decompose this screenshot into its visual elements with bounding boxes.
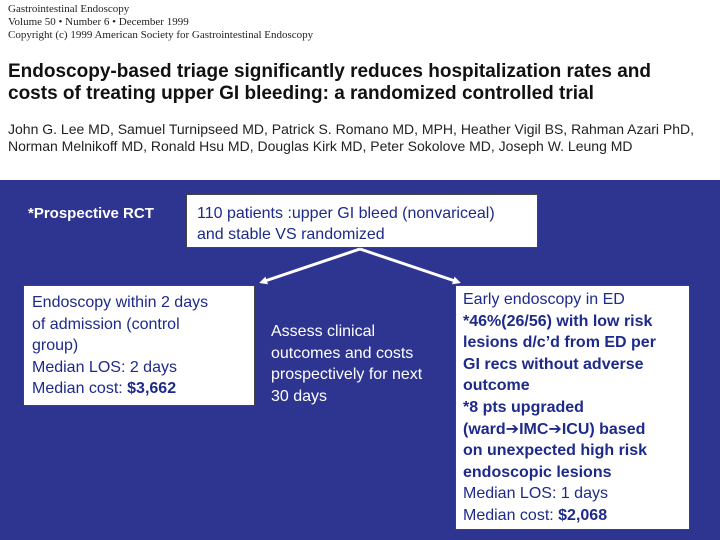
early-line-7-imc: IMC <box>519 420 549 438</box>
early-line-3: lesions d/c’d from ED per <box>463 334 656 352</box>
early-line-1: Early endoscopy in ED <box>463 291 625 308</box>
arrow-to-control-arm <box>262 249 360 282</box>
early-cost-value: $2,068 <box>558 506 608 524</box>
middle-line-4: 30 days <box>271 387 328 405</box>
patients-line-2: and stable VS randomized <box>197 226 385 243</box>
early-endoscopy-box <box>455 285 690 530</box>
article-title-line-2: costs of treating upper GI bleeding: a randomized controlled trial <box>8 83 594 104</box>
control-arm-box <box>23 285 255 406</box>
control-line-2: of admission (control <box>32 315 180 333</box>
control-cost <box>32 378 254 400</box>
study-design-label: *Prospective RCT <box>28 205 154 222</box>
early-cost-label: Median cost: <box>463 506 559 524</box>
article-authors: John G. Lee MD, Samuel Turnipseed MD, Patrick S. Romano MD, MPH, Heather Vigil BS, Rahman Azari PhD, Norman Melnikoff MD, Ronald Hsu MD, Douglas Kirk MD, Peter Sokolove MD, Joseph W. Leung MD <box>8 121 695 154</box>
early-line-9: endoscopic lesions <box>463 463 612 481</box>
middle-line-2: outcomes and costs <box>271 344 414 362</box>
control-cost-label: Median cost: <box>32 380 128 397</box>
control-line-1: Endoscopy within 2 days <box>32 294 209 311</box>
control-los: Median LOS: 2 days <box>32 358 177 376</box>
control-cost-value: $3,662 <box>127 380 177 397</box>
arrow-to-early-arm <box>360 249 458 282</box>
journal-name: Gastrointestinal Endoscopy <box>8 3 130 15</box>
journal-issue: Volume 50 • Number 6 • December 1999 <box>8 16 189 28</box>
middle-line-1: Assess clinical <box>271 323 376 340</box>
early-line-8: on unexpected high risk <box>463 442 648 460</box>
early-line-4: GI recs without adverse <box>463 355 644 373</box>
early-line-7 <box>463 419 689 441</box>
early-line-6: *8 pts upgraded <box>463 398 584 416</box>
early-los: Median LOS: 1 days <box>463 485 608 503</box>
early-cost <box>463 505 689 527</box>
early-line-5: outcome <box>463 377 530 395</box>
early-line-2: *46%(26/56) with low risk <box>463 312 653 330</box>
control-line-3: group) <box>32 337 79 354</box>
journal-copyright: Copyright (c) 1999 American Society for Gastrointestinal Endoscopy <box>8 29 314 41</box>
middle-line-3: prospectively for next <box>271 366 423 383</box>
outcome-assessment-text <box>271 321 451 407</box>
article-title-line-1: Endoscopy-based triage significantly reduces hospitalization rates and <box>8 61 651 82</box>
right-arrow-icon: ➔ <box>505 420 520 438</box>
early-line-7-ward: (ward <box>463 420 506 438</box>
right-arrow-icon: ➔ <box>548 420 562 438</box>
early-line-7-icu: ICU) based <box>561 420 646 438</box>
patients-line-1: 110 patients :upper GI bleed (nonvariceal) <box>197 205 495 222</box>
